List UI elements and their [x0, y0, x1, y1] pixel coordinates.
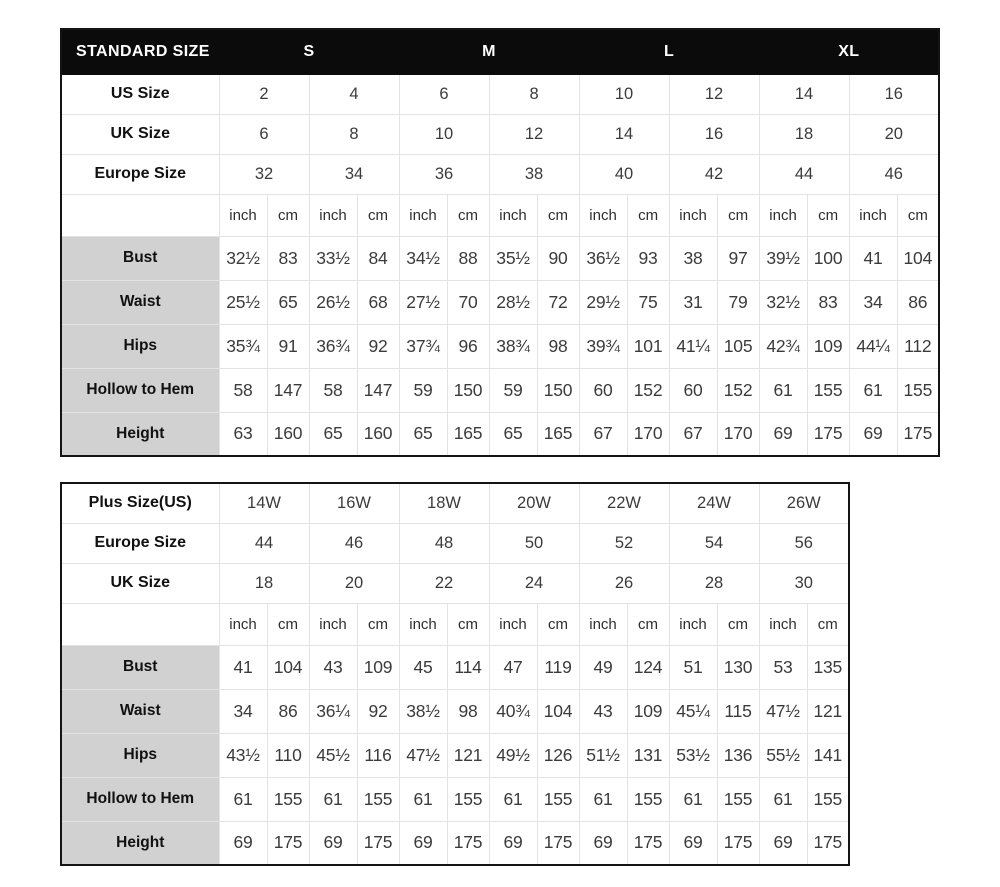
measurement-value: 63: [219, 412, 267, 456]
measurement-value: 61: [489, 777, 537, 821]
measurement-value: 91: [267, 324, 309, 368]
measurement-value: 44¼: [849, 324, 897, 368]
measurement-value: 58: [309, 368, 357, 412]
measurement-value: 75: [627, 280, 669, 324]
unit-header: inch: [669, 603, 717, 645]
unit-header: cm: [447, 603, 489, 645]
measurement-value: 45: [399, 645, 447, 689]
size-value: 44: [219, 523, 309, 563]
size-row: [61, 74, 939, 114]
size-value: 22: [399, 563, 489, 603]
measurement-value: 60: [579, 368, 627, 412]
measurement-row: [61, 821, 849, 865]
row-label: Hips: [61, 733, 219, 777]
measurement-value: 155: [717, 777, 759, 821]
measurement-value: 109: [357, 645, 399, 689]
measurement-value: 114: [447, 645, 489, 689]
measurement-value: 69: [489, 821, 537, 865]
size-value: 18W: [399, 483, 489, 523]
measurement-value: 170: [627, 412, 669, 456]
unit-header: inch: [399, 603, 447, 645]
plus-size-table: [60, 482, 850, 866]
measurement-row: [61, 368, 939, 412]
size-value: 34: [309, 154, 399, 194]
measurement-value: 155: [267, 777, 309, 821]
unit-header: inch: [759, 194, 807, 236]
measurement-value: 69: [669, 821, 717, 865]
size-value: 36: [399, 154, 489, 194]
measurement-value: 43: [579, 689, 627, 733]
measurement-value: 40¾: [489, 689, 537, 733]
measurement-value: 34: [849, 280, 897, 324]
measurement-value: 38½: [399, 689, 447, 733]
unit-header: cm: [537, 603, 579, 645]
size-value: 6: [219, 114, 309, 154]
measurement-value: 39½: [759, 236, 807, 280]
measurement-value: 70: [447, 280, 489, 324]
measurement-value: 65: [267, 280, 309, 324]
size-value: 46: [309, 523, 399, 563]
measurement-value: 41: [219, 645, 267, 689]
size-group-header: L: [579, 29, 759, 74]
size-value: 8: [309, 114, 399, 154]
measurement-value: 55½: [759, 733, 807, 777]
measurement-value: 69: [759, 821, 807, 865]
measurement-value: 51: [669, 645, 717, 689]
size-value: 26W: [759, 483, 849, 523]
measurement-value: 34½: [399, 236, 447, 280]
measurement-value: 72: [537, 280, 579, 324]
measurement-value: 49½: [489, 733, 537, 777]
unit-header: cm: [807, 194, 849, 236]
measurement-value: 61: [579, 777, 627, 821]
measurement-value: 110: [267, 733, 309, 777]
measurement-value: 79: [717, 280, 759, 324]
measurement-value: 36½: [579, 236, 627, 280]
measurement-value: 170: [717, 412, 759, 456]
measurement-value: 90: [537, 236, 579, 280]
size-value: 2: [219, 74, 309, 114]
measurement-value: 165: [447, 412, 489, 456]
measurement-value: 175: [537, 821, 579, 865]
size-value: 14: [759, 74, 849, 114]
size-group-header: M: [399, 29, 579, 74]
measurement-value: 86: [897, 280, 939, 324]
unit-header: cm: [627, 194, 669, 236]
measurement-value: 175: [807, 412, 849, 456]
measurement-value: 83: [807, 280, 849, 324]
measurement-row: [61, 280, 939, 324]
measurement-value: 32½: [219, 236, 267, 280]
size-value: 16: [669, 114, 759, 154]
measurement-value: 101: [627, 324, 669, 368]
measurement-value: 84: [357, 236, 399, 280]
size-value: 14: [579, 114, 669, 154]
measurement-value: 49: [579, 645, 627, 689]
measurement-value: 98: [537, 324, 579, 368]
measurement-value: 175: [627, 821, 669, 865]
size-row: [61, 154, 939, 194]
measurement-value: 97: [717, 236, 759, 280]
measurement-value: 155: [627, 777, 669, 821]
unit-header: cm: [267, 194, 309, 236]
size-value: 20: [309, 563, 399, 603]
unit-header: inch: [579, 603, 627, 645]
measurement-row: [61, 689, 849, 733]
measurement-value: 175: [717, 821, 759, 865]
measurement-value: 65: [399, 412, 447, 456]
size-value: 10: [579, 74, 669, 114]
row-label: UK Size: [61, 563, 219, 603]
row-label: Bust: [61, 236, 219, 280]
measurement-value: 36¼: [309, 689, 357, 733]
standard-size-table: [60, 28, 940, 457]
measurement-value: 38¾: [489, 324, 537, 368]
measurement-value: 31: [669, 280, 717, 324]
measurement-value: 112: [897, 324, 939, 368]
size-value: 18: [219, 563, 309, 603]
measurement-value: 61: [399, 777, 447, 821]
measurement-row: [61, 412, 939, 456]
measurement-value: 96: [447, 324, 489, 368]
size-group-header: S: [219, 29, 399, 74]
unit-header: cm: [267, 603, 309, 645]
measurement-row: [61, 733, 849, 777]
measurement-value: 61: [309, 777, 357, 821]
unit-header-row: [61, 603, 849, 645]
measurement-value: 175: [267, 821, 309, 865]
measurement-value: 104: [897, 236, 939, 280]
unit-header: inch: [579, 194, 627, 236]
measurement-value: 104: [537, 689, 579, 733]
size-value: 12: [669, 74, 759, 114]
size-value: 46: [849, 154, 939, 194]
unit-header: cm: [897, 194, 939, 236]
measurement-value: 155: [357, 777, 399, 821]
measurement-value: 100: [807, 236, 849, 280]
size-value: 40: [579, 154, 669, 194]
measurement-value: 43: [309, 645, 357, 689]
unit-header: inch: [399, 194, 447, 236]
measurement-value: 61: [759, 368, 807, 412]
measurement-value: 53: [759, 645, 807, 689]
unit-header: inch: [219, 194, 267, 236]
measurement-value: 147: [357, 368, 399, 412]
size-row: [61, 563, 849, 603]
measurement-value: 69: [399, 821, 447, 865]
measurement-value: 47½: [399, 733, 447, 777]
measurement-value: 28½: [489, 280, 537, 324]
measurement-value: 83: [267, 236, 309, 280]
measurement-value: 147: [267, 368, 309, 412]
size-value: 6: [399, 74, 489, 114]
size-value: 12: [489, 114, 579, 154]
size-value: 8: [489, 74, 579, 114]
measurement-value: 42¾: [759, 324, 807, 368]
measurement-value: 60: [669, 368, 717, 412]
measurement-value: 165: [537, 412, 579, 456]
row-label: Plus Size(US): [61, 483, 219, 523]
size-value: 54: [669, 523, 759, 563]
measurement-value: 69: [219, 821, 267, 865]
measurement-value: 135: [807, 645, 849, 689]
measurement-value: 131: [627, 733, 669, 777]
size-value: 14W: [219, 483, 309, 523]
measurement-value: 69: [759, 412, 807, 456]
measurement-value: 47½: [759, 689, 807, 733]
size-value: 32: [219, 154, 309, 194]
row-label: US Size: [61, 74, 219, 114]
measurement-value: 45¼: [669, 689, 717, 733]
measurement-value: 155: [537, 777, 579, 821]
measurement-value: 41¼: [669, 324, 717, 368]
measurement-value: 98: [447, 689, 489, 733]
measurement-value: 32½: [759, 280, 807, 324]
measurement-value: 65: [309, 412, 357, 456]
measurement-row: [61, 236, 939, 280]
row-label: Height: [61, 412, 219, 456]
measurement-value: 37¾: [399, 324, 447, 368]
measurement-value: 175: [447, 821, 489, 865]
measurement-row: [61, 645, 849, 689]
size-value: 26: [579, 563, 669, 603]
unit-header: inch: [489, 603, 537, 645]
measurement-value: 160: [267, 412, 309, 456]
size-value: 24: [489, 563, 579, 603]
measurement-value: 155: [447, 777, 489, 821]
unit-header-row: [61, 194, 939, 236]
measurement-value: 35¾: [219, 324, 267, 368]
measurement-row: [61, 324, 939, 368]
measurement-value: 92: [357, 689, 399, 733]
measurement-value: 136: [717, 733, 759, 777]
measurement-value: 36¾: [309, 324, 357, 368]
size-value: 42: [669, 154, 759, 194]
measurement-value: 109: [807, 324, 849, 368]
measurement-value: 92: [357, 324, 399, 368]
unit-header: inch: [489, 194, 537, 236]
measurement-value: 68: [357, 280, 399, 324]
table-title: STANDARD SIZE: [61, 29, 219, 74]
size-value: 56: [759, 523, 849, 563]
measurement-value: 155: [897, 368, 939, 412]
measurement-value: 141: [807, 733, 849, 777]
size-row: [61, 483, 849, 523]
measurement-value: 69: [309, 821, 357, 865]
measurement-value: 45½: [309, 733, 357, 777]
measurement-value: 130: [717, 645, 759, 689]
size-value: 10: [399, 114, 489, 154]
measurement-value: 61: [849, 368, 897, 412]
unit-header: inch: [669, 194, 717, 236]
row-label: Height: [61, 821, 219, 865]
measurement-value: 155: [807, 777, 849, 821]
measurement-value: 29½: [579, 280, 627, 324]
unit-row-spacer: [61, 194, 219, 236]
measurement-value: 152: [627, 368, 669, 412]
measurement-value: 51½: [579, 733, 627, 777]
size-value: 30: [759, 563, 849, 603]
unit-header: cm: [447, 194, 489, 236]
unit-header: inch: [309, 603, 357, 645]
measurement-value: 41: [849, 236, 897, 280]
unit-header: cm: [537, 194, 579, 236]
measurement-value: 93: [627, 236, 669, 280]
measurement-value: 155: [807, 368, 849, 412]
size-value: 44: [759, 154, 849, 194]
measurement-value: 39¾: [579, 324, 627, 368]
size-group-header: XL: [759, 29, 939, 74]
size-value: 20W: [489, 483, 579, 523]
measurement-value: 160: [357, 412, 399, 456]
measurement-value: 38: [669, 236, 717, 280]
measurement-value: 121: [807, 689, 849, 733]
measurement-value: 27½: [399, 280, 447, 324]
unit-header: inch: [309, 194, 357, 236]
size-value: 4: [309, 74, 399, 114]
unit-header: cm: [357, 194, 399, 236]
measurement-value: 47: [489, 645, 537, 689]
measurement-value: 115: [717, 689, 759, 733]
measurement-value: 88: [447, 236, 489, 280]
measurement-value: 175: [807, 821, 849, 865]
unit-header: cm: [807, 603, 849, 645]
measurement-value: 150: [447, 368, 489, 412]
size-value: 22W: [579, 483, 669, 523]
measurement-value: 43½: [219, 733, 267, 777]
size-value: 18: [759, 114, 849, 154]
unit-header: inch: [759, 603, 807, 645]
measurement-value: 59: [399, 368, 447, 412]
row-label: UK Size: [61, 114, 219, 154]
measurement-value: 61: [219, 777, 267, 821]
row-label: Europe Size: [61, 523, 219, 563]
measurement-value: 67: [669, 412, 717, 456]
measurement-value: 126: [537, 733, 579, 777]
measurement-value: 124: [627, 645, 669, 689]
measurement-value: 105: [717, 324, 759, 368]
measurement-value: 175: [897, 412, 939, 456]
size-value: 48: [399, 523, 489, 563]
row-label: Europe Size: [61, 154, 219, 194]
unit-row-spacer: [61, 603, 219, 645]
measurement-value: 69: [849, 412, 897, 456]
measurement-value: 116: [357, 733, 399, 777]
size-value: 50: [489, 523, 579, 563]
measurement-value: 104: [267, 645, 309, 689]
size-value: 24W: [669, 483, 759, 523]
unit-header: cm: [717, 603, 759, 645]
size-row: [61, 114, 939, 154]
measurement-value: 109: [627, 689, 669, 733]
size-row: [61, 523, 849, 563]
size-value: 52: [579, 523, 669, 563]
measurement-value: 25½: [219, 280, 267, 324]
size-value: 28: [669, 563, 759, 603]
unit-header: cm: [357, 603, 399, 645]
measurement-value: 33½: [309, 236, 357, 280]
measurement-value: 150: [537, 368, 579, 412]
unit-header: cm: [627, 603, 669, 645]
measurement-value: 65: [489, 412, 537, 456]
measurement-value: 53½: [669, 733, 717, 777]
unit-header: inch: [219, 603, 267, 645]
row-label: Bust: [61, 645, 219, 689]
measurement-value: 121: [447, 733, 489, 777]
measurement-value: 58: [219, 368, 267, 412]
size-value: 16: [849, 74, 939, 114]
measurement-row: [61, 777, 849, 821]
size-value: 38: [489, 154, 579, 194]
measurement-value: 61: [669, 777, 717, 821]
measurement-value: 69: [579, 821, 627, 865]
size-value: 20: [849, 114, 939, 154]
row-label: Hips: [61, 324, 219, 368]
measurement-value: 86: [267, 689, 309, 733]
measurement-value: 26½: [309, 280, 357, 324]
measurement-value: 34: [219, 689, 267, 733]
unit-header: cm: [717, 194, 759, 236]
row-label: Hollow to Hem: [61, 777, 219, 821]
measurement-value: 152: [717, 368, 759, 412]
measurement-value: 67: [579, 412, 627, 456]
measurement-value: 61: [759, 777, 807, 821]
size-value: 16W: [309, 483, 399, 523]
measurement-value: 59: [489, 368, 537, 412]
measurement-value: 175: [357, 821, 399, 865]
unit-header: inch: [849, 194, 897, 236]
table-header-row: [61, 29, 939, 74]
row-label: Hollow to Hem: [61, 368, 219, 412]
row-label: Waist: [61, 689, 219, 733]
measurement-value: 35½: [489, 236, 537, 280]
row-label: Waist: [61, 280, 219, 324]
measurement-value: 119: [537, 645, 579, 689]
